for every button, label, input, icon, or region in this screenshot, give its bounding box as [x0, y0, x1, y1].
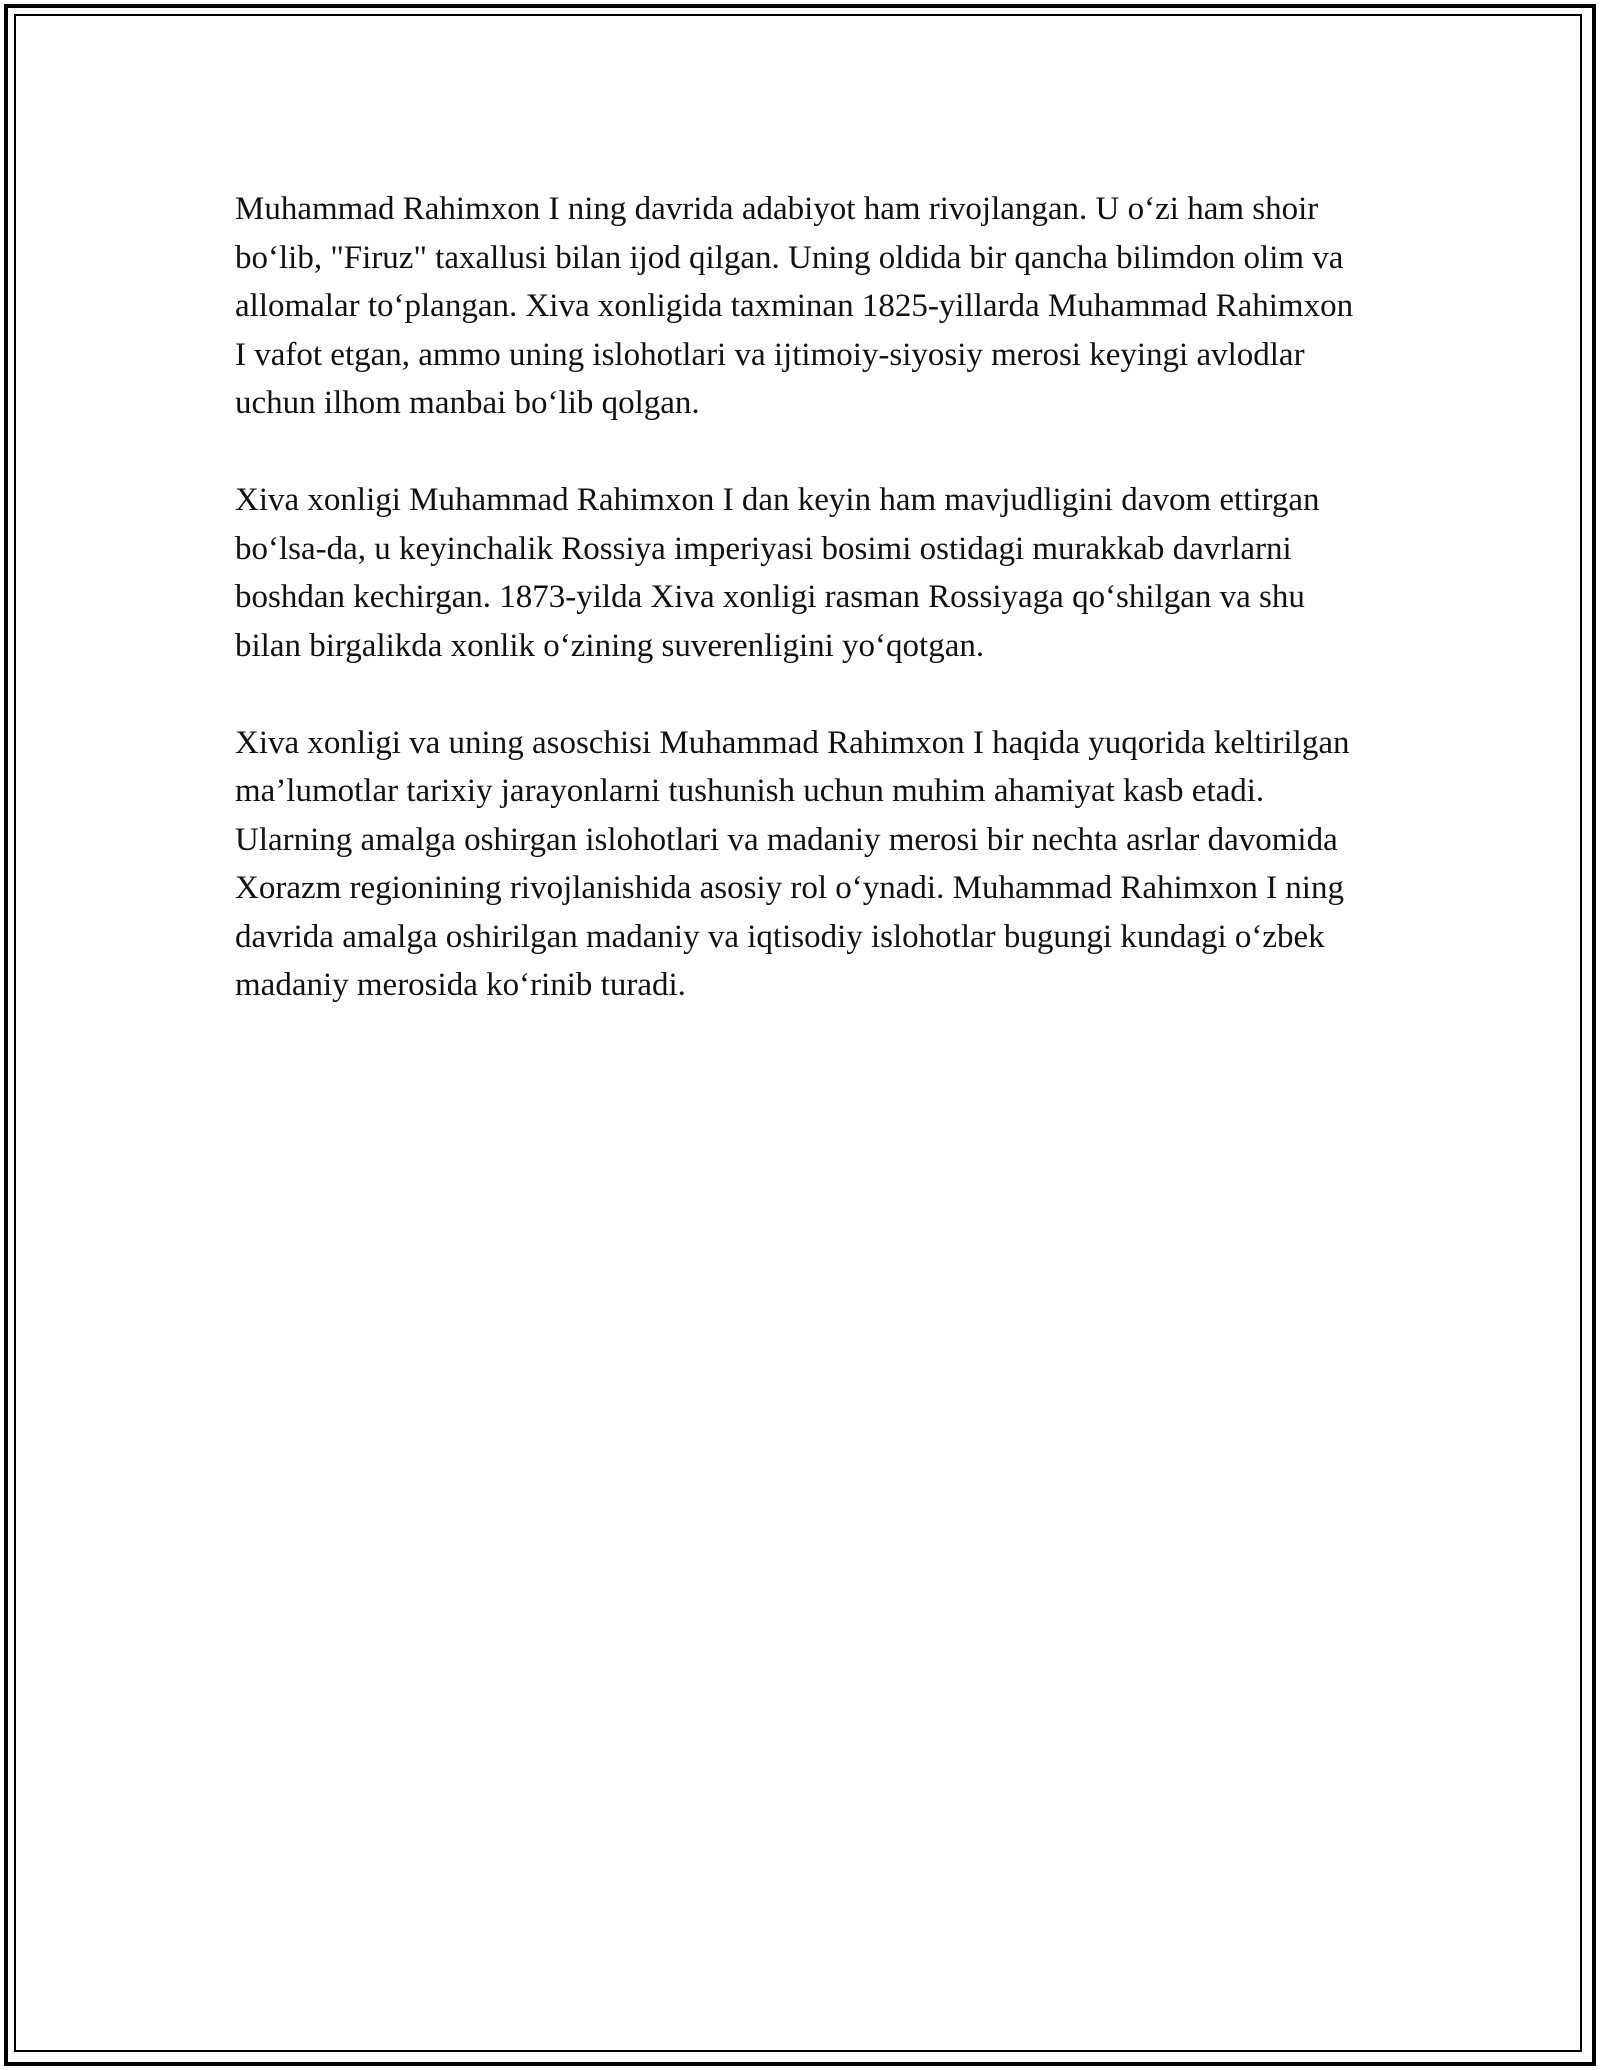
- paragraph-1: Muhammad Rahimxon I ning davrida adabiyot ham rivojlangan. U o‘zi ham shoir bo‘lib, "Firuz" taxallusi bilan ijod qilgan. Uning oldida bir qancha bilimdon olim va allomalar to‘plangan. Xiva xonligida taxminan 1825-yillarda Muhammad Rahimxon I vafot etgan, ammo uning islohotlari va ijtimoiy-siyosiy merosi keyingi avlodlar uchun ilhom manbai bo‘lib qolgan.: [235, 191, 1354, 421]
- paragraph-2: Xiva xonligi Muhammad Rahimxon I dan keyin ham mavjudligini davom ettirgan bo‘lsa-da, u keyinchalik Rossiya imperiyasi bosimi ostidagi murakkab davrlarni boshdan kechirgan. 1873-yilda Xiva xonligi rasman Rossiyaga qo‘shilgan va shu bilan birgalikda xonlik o‘zining suverenligini yo‘qotgan.: [235, 482, 1320, 664]
- document-body: [235, 185, 1370, 1058]
- paragraph-3: Xiva xonligi va uning asoschisi Muhammad Rahimxon I haqida yuqorida keltirilgan ma’lumotlar tarixiy jarayonlarni tushunish uchun muhim ahamiyat kasb etadi. Ularning amalga oshirgan islohotlari va madaniy merosi bir nechta asrlar davomida Xorazm regionining rivojlanishida asosiy rol o‘ynadi. Muhammad Rahimxon I ning davrida amalga oshirilgan madaniy va iqtisodiy islohotlar bugungi kundagi o‘zbek madaniy merosida ko‘rinib turadi.: [235, 724, 1350, 1003]
